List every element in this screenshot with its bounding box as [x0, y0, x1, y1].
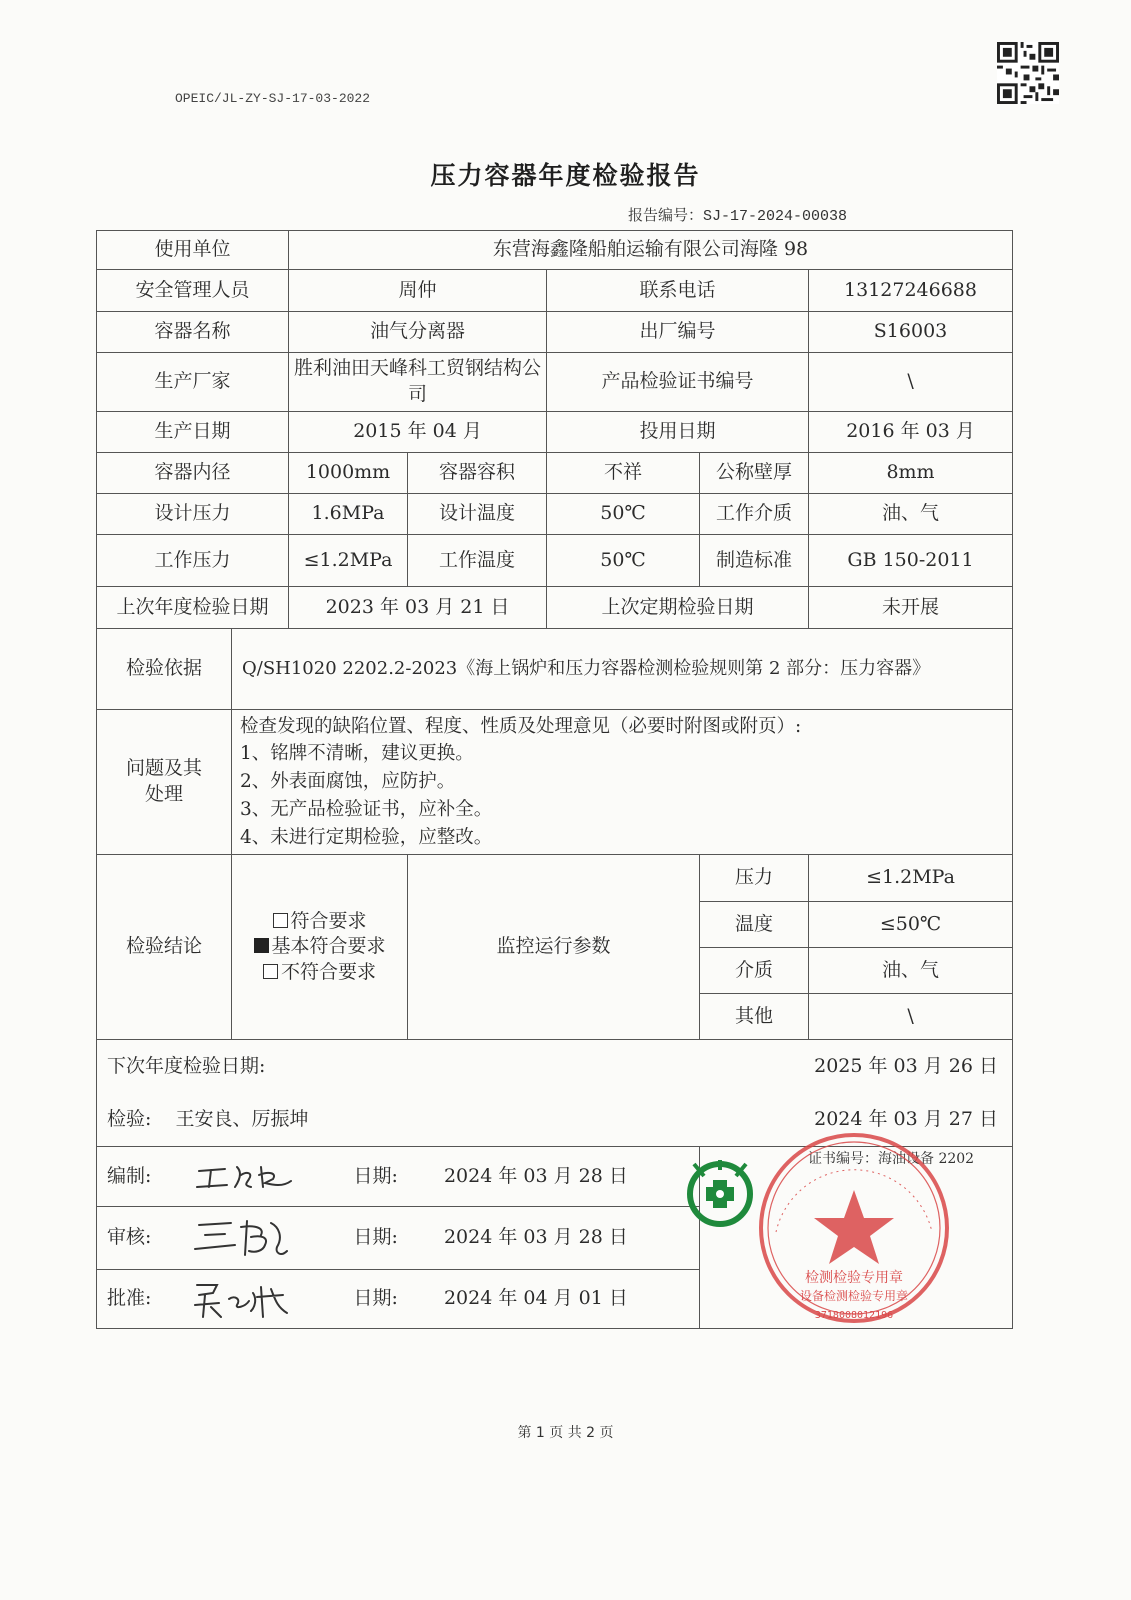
issue-item: 1、铭牌不清晰，建议更换。 [240, 743, 474, 765]
signoff-role: 批准: [107, 1287, 152, 1309]
safety-manager-label: 安全管理人员 [97, 270, 289, 312]
monitor-label: 监控运行参数 [408, 855, 700, 1040]
inspectors: 王安良、厉振坤 [175, 1108, 309, 1131]
issues-intro: 检查发现的缺陷位置、程度、性质及处理意见（必要时附图或附页）: [240, 715, 802, 737]
param-value: 油、气 [809, 948, 1013, 994]
conclusion-option [236, 909, 403, 935]
volume-value: 不祥 [547, 453, 700, 494]
issues-list [232, 710, 1013, 855]
basis-label: 检验依据 [97, 629, 232, 710]
checkbox-icon [263, 964, 278, 979]
param-name: 其他 [700, 994, 809, 1040]
page-footer: 第 1 页 共 2 页 [517, 1425, 614, 1441]
conclusion-option-label: 基本符合要求 [271, 935, 386, 958]
serial-value: S16003 [809, 312, 1013, 353]
report-number-label: 报告编号： [628, 206, 704, 224]
last-periodic-value: 未开展 [809, 587, 1013, 629]
inner-diameter-value: 1000mm [289, 453, 408, 494]
table-row [97, 1095, 1013, 1147]
seal-sub-text: 检测检验专用章 [805, 1270, 903, 1286]
inspection [97, 1095, 1013, 1147]
cert-no-value: \ [809, 353, 1013, 412]
inspection-date: 2024 年 03 月 27 日 [814, 1108, 999, 1131]
certificate-number: 证书编号：海油设备 2202 [808, 1151, 975, 1167]
work-temp-label: 工作温度 [408, 535, 547, 587]
inspection-label: 检验: [107, 1108, 152, 1131]
issues-label: 问题及其处理 [97, 710, 232, 855]
table-row [97, 710, 1013, 855]
standard-value: GB 150-2011 [809, 535, 1013, 587]
design-pressure-value: 1.6MPa [289, 494, 408, 535]
qr-code-icon [997, 42, 1059, 104]
wall-thickness-value: 8mm [809, 453, 1013, 494]
table-row [97, 312, 1013, 353]
signoff-date: 2024 年 03 月 28 日 [443, 1164, 628, 1187]
conclusion-option-label: 符合要求 [290, 909, 367, 932]
param-name: 温度 [700, 902, 809, 948]
last-periodic-label: 上次定期检验日期 [547, 587, 809, 629]
last-annual-label: 上次年度检验日期 [97, 587, 289, 629]
vessel-name-value: 油气分离器 [289, 312, 547, 353]
conclusion-options [232, 855, 408, 1040]
param-name: 介质 [700, 948, 809, 994]
table-row [97, 494, 1013, 535]
signoff-date-label: 日期: [353, 1164, 398, 1187]
param-name: 压力 [700, 855, 809, 902]
next-inspection-label: 下次年度检验日期: [107, 1055, 266, 1078]
phone-label: 联系电话 [547, 270, 809, 312]
table-row [97, 453, 1013, 494]
work-temp-value: 50℃ [547, 535, 700, 587]
use-date-value: 2016 年 03 月 [809, 412, 1013, 453]
issue-item: 4、未进行定期检验，应整改。 [240, 826, 493, 848]
signoff-role: 编制: [107, 1164, 152, 1187]
compile-signoff [97, 1147, 700, 1207]
work-pressure-label: 工作压力 [97, 535, 289, 587]
approve-signoff [97, 1270, 700, 1329]
table-row [97, 270, 1013, 312]
use-date-label: 投用日期 [547, 412, 809, 453]
safety-manager-value: 周仲 [289, 270, 547, 312]
user-unit-label: 使用单位 [97, 231, 289, 270]
conclusion-option [236, 934, 403, 960]
standard-label: 制造标准 [700, 535, 809, 587]
table-row [97, 353, 1013, 412]
prod-date-label: 生产日期 [97, 412, 289, 453]
serial-label: 出厂编号 [547, 312, 809, 353]
checkbox-checked-icon [254, 938, 269, 953]
checkbox-icon [273, 913, 288, 928]
phone-value: 13127246688 [809, 270, 1013, 312]
table-row [97, 587, 1013, 629]
seal-purpose-text: 设备检测检验专用章 [799, 1289, 909, 1303]
table-row [97, 629, 1013, 710]
last-annual-value: 2023 年 03 月 21 日 [289, 587, 547, 629]
param-value: \ [809, 994, 1013, 1040]
signoff-date-label: 日期: [353, 1287, 398, 1309]
manufacturer-label: 生产厂家 [97, 353, 289, 412]
next-inspection-date: 2025 年 03 月 26 日 [814, 1055, 999, 1078]
next-inspection [97, 1040, 1013, 1095]
issue-item: 2、外表面腐蚀，应防护。 [240, 771, 456, 793]
signature-compiler-icon [191, 1157, 301, 1197]
seal-cell [700, 1147, 1013, 1329]
report-number [628, 204, 847, 225]
seal-number-text: 3718008012196 [814, 1310, 894, 1321]
manufacturer-value: 胜利油田天峰科工贸钢结构公司 [289, 353, 547, 412]
vessel-name-label: 容器名称 [97, 312, 289, 353]
medium-label: 工作介质 [700, 494, 809, 535]
volume-label: 容器容积 [408, 453, 547, 494]
param-value: ≤1.2MPa [809, 855, 1013, 902]
inner-diameter-label: 容器内径 [97, 453, 289, 494]
design-temp-label: 设计温度 [408, 494, 547, 535]
signoff-role: 审核: [107, 1226, 152, 1248]
table-row [97, 535, 1013, 587]
conclusion-option-label: 不符合要求 [281, 960, 377, 983]
table-row [97, 1040, 1013, 1095]
work-pressure-value: ≤1.2MPa [289, 535, 408, 587]
table-row [97, 231, 1013, 270]
report-title: 压力容器年度检验报告 [430, 161, 701, 190]
design-pressure-label: 设计压力 [97, 494, 289, 535]
review-signoff [97, 1207, 700, 1270]
design-temp-value: 50℃ [547, 494, 700, 535]
prod-date-value: 2015 年 04 月 [289, 412, 547, 453]
conclusion-option [236, 960, 403, 986]
table-row [97, 412, 1013, 453]
report-number-value: SJ-17-2024-00038 [703, 208, 848, 225]
param-value: ≤50℃ [809, 902, 1013, 948]
basis-text: Q/SH1020 2202.2-2023《海上锅炉和压力容器检测检验规则第 2 部分：压力容器》 [232, 629, 1013, 710]
issue-item: 3、无产品检验证书，应补全。 [240, 798, 493, 820]
signature-approver-icon [191, 1277, 301, 1321]
wall-thickness-label: 公称壁厚 [700, 453, 809, 494]
conclusion-label: 检验结论 [97, 855, 232, 1040]
signature-reviewer-icon [191, 1215, 301, 1261]
medium-value: 油、气 [809, 494, 1013, 535]
document-code: OPEIC/JL-ZY-SJ-17-03-2022 [175, 91, 371, 106]
user-unit-value: 东营海鑫隆船舶运输有限公司海隆 98 [289, 231, 1013, 270]
cert-no-label: 产品检验证书编号 [547, 353, 809, 412]
signoff-date: 2024 年 03 月 28 日 [443, 1226, 628, 1248]
signoff-date: 2024 年 04 月 01 日 [443, 1287, 628, 1309]
table-row [97, 855, 1013, 902]
signoff-date-label: 日期: [353, 1226, 398, 1248]
